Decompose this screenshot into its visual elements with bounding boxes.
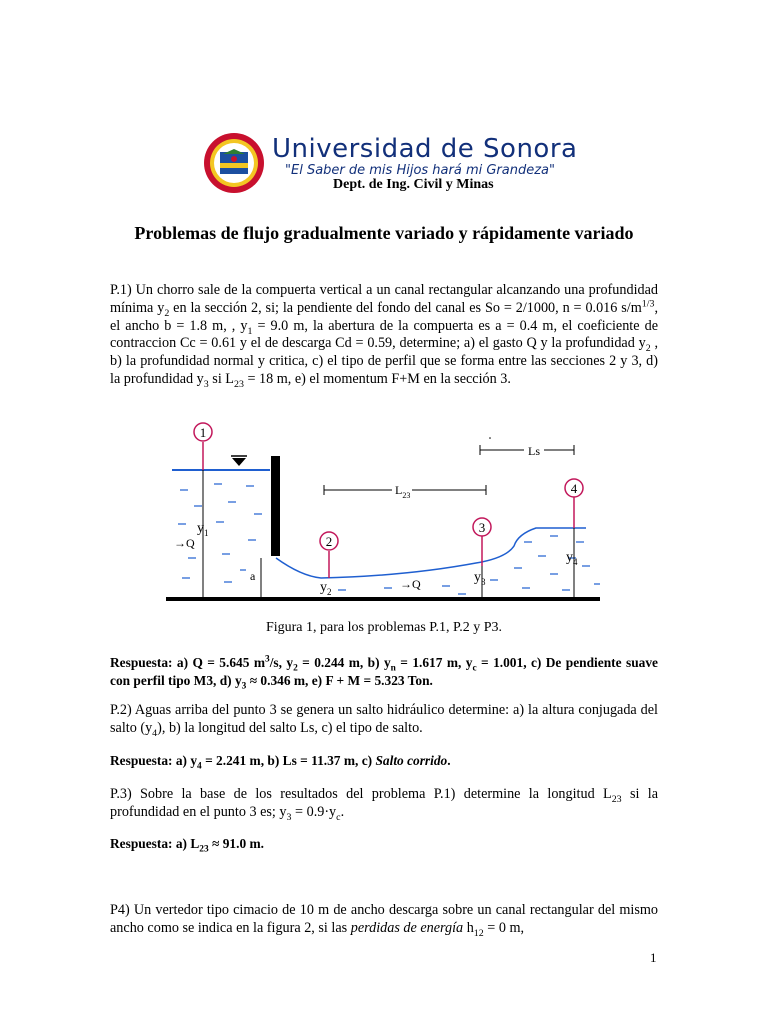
- figure-caption: Figura 1, para los problemas P.1, P.2 y P3.: [265, 620, 503, 635]
- problem-4-text: P4) Un vertedor tipo cimacio de 10 m de ancho descarga sobre un canal rectangular del mismo ancho como se indica en la figura 2, si las perdidas de energía $h_{12} = 0$ m,: [110, 902, 658, 939]
- flow-q-downstream-label: →Q: [400, 577, 421, 591]
- university-motto: "El Saber de mis Hijos hará mi Grandeza": [285, 163, 556, 178]
- marker-3-label: 3: [478, 520, 486, 535]
- university-name: Universidad de Sonora: [272, 134, 578, 164]
- channel-figure: [166, 418, 606, 613]
- university-seal-logo: [203, 132, 265, 194]
- answer-3: Respuesta: a) $L_{23} \approx 91.0$ m.: [110, 836, 264, 855]
- marker-1-label: 1: [199, 425, 207, 440]
- problem-1-text: P.1) Un chorro sale de la compuerta vertical a un canal rectangular alcanzando una profundidad mínima $y_2$ en la sección 2, si; la pendiente del fondo del canal es So = 2/1000, n = 0.016 $s/m^{1/3}$, el ancho b = 1.8 m, , $y_1 = 9.0$ m, la abertura de la compuerta es a = 0.4 m, el coeficiente de contraccion Cc = 0.61 y el de descarga Cd = 0.59, determine; a) el gasto Q y la profundidad $y_2$ , b) la profundidad normal y critica, c) el tipo de perfil que se forma entre las secciones 2 y 3, d) la profundidad $y_3$ si $L_{23} = 18$ m, e) el momentum F+M en la sección 3.: [110, 282, 659, 390]
- marker-2-label: 2: [325, 534, 333, 549]
- department-name: Dept. de Ing. Civil y Minas: [333, 177, 494, 192]
- flow-q-upstream-label: →Q: [174, 536, 195, 550]
- y3-label: $y_3$: [474, 570, 486, 587]
- gate-opening-label: a: [250, 569, 256, 583]
- ls-label: Ls: [528, 444, 540, 458]
- y4-label: $y_4$: [566, 550, 578, 567]
- problem-2-text: P.2) Aguas arriba del punto 3 se genera un salto hidráulico determine: a) la altura conjugada del salto $(y_4)$, b) la longitud del salto Ls, c) el tipo de salto.: [110, 702, 658, 739]
- sluice-gate: [271, 456, 280, 556]
- answer-1: Respuesta: a) Q = 5.645 $m^3/s$, $y_2 = 0.244$ m, b) $y_n = 1.617$ m, $y_c = 1.001$, c) De pendiente suave con perfil tipo M3, d) $y_3 \approx 0.346$ m, e) F + M = 5.323 Ton.: [110, 654, 658, 692]
- l23-label: $L_{23}$: [395, 483, 411, 500]
- y2-label: $y_2$: [320, 580, 332, 597]
- water-level-symbol: [232, 458, 246, 466]
- page-title: Problemas de flujo gradualmente variado y rápidamente variado: [134, 223, 634, 243]
- answer-2: Respuesta: a) $y_4 = 2.241$ m, b) Ls = 11.37 m, c) Salto corrido.: [110, 753, 451, 772]
- marker-4-label: 4: [570, 481, 578, 496]
- channel-bed: [166, 597, 600, 601]
- y1-label: $y_1$: [197, 521, 209, 538]
- page-number: 1: [650, 950, 657, 965]
- problem-3-text: P.3) Sobre la base de los resultados del problema P.1) determine la longitud $L_{23}$ si la profundidad en el punto 3 es; $y_3 = 0.9\cdot y_c$.: [110, 786, 658, 823]
